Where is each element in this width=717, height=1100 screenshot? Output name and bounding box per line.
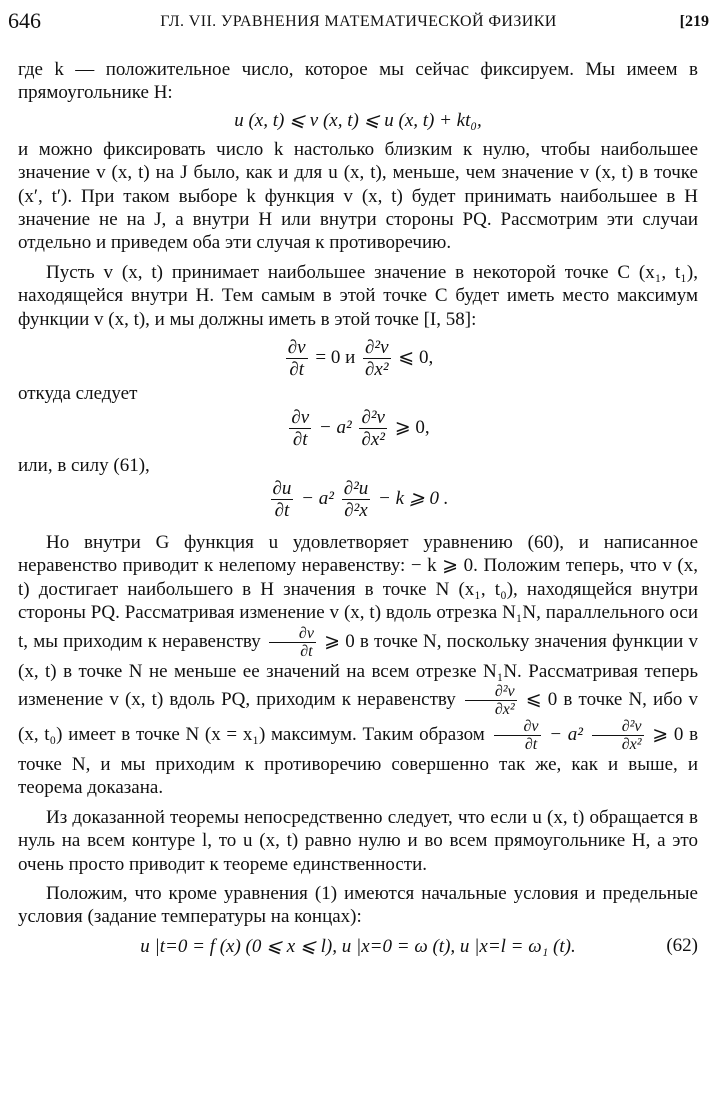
fraction-d2v-dx2: $\frac{\text{∂²v}}{\text{∂x²}}$ [361,407,385,451]
fraction-du-dt: $\frac{\partial u}{\partial t}$ [272,477,292,521]
equation-number-62: (62) [666,934,698,956]
fraction-d2u-d2x: $\frac{\text{∂²u}}{\text{∂²x}}$ [343,477,369,521]
fraction-d2v-dx2-inline: $\frac{\text{∂²v}}{\text{∂x²}}$ [465,683,517,718]
equation-inequality: u (x, t) ⩽ v (x, t) ⩽ u (x, t) + kt₀, [234,109,482,131]
fraction-dv-dt: $\frac{\partial v}{\partial t}$ [291,407,310,451]
equation-max-condition: $\frac{\partial v}{\partial t}$ = 0 и $\frac{\text{∂²v}}{\text{∂x²}}$ ⩽ 0, [287,337,434,381]
running-title: ГЛ. VII. УРАВНЕНИЯ МАТЕМАТИЧЕСКОЙ ФИЗИКИ [160,13,557,30]
paragraph-6: Но внутри G функция u удовлетворяет уравнению (60), и написанное неравенство приводит к нелепому неравенству: − k ⩾ 0. Положим теперь, что v (x, t) достигает наибольшего в H значения в точке N (x₁, t₀), находящейся внутри стороны PQ. Рассматривая изменение v (x, t) вдоль отрезка N₁N, параллельного оси t, мы приходим к неравенству $\frac{\partial v}{\partial t}$ ⩾ 0 в точке N, поскольку значения функции v (x, t) в точке N не меньше ее значений на всем отрезке N₁N. Рассматривая теперь изменение v (x, t) вдоль PQ, приходим к неравенству $\frac{\text{∂²v}}{\text{∂x²}}$ ⩽ 0 в точке N, ибо v (x, t₀) имеет в точке N (x = x₁) максимум. Таким образом $\frac{\partial v}{\partial t}$ − a² $\frac{\text{∂²v}}{\text{∂x²}}$ ⩾ 0 в точке N, и мы приходим к противоречию совершенно так же, как и выше, и теорема доказана. [18,531,699,799]
equation-62-row [18,935,698,958]
paragraph-7: Из доказанной теоремы непосредственно следует, что если u (x, t) обращается в нуль на всем контуре l, то u (x, t) равно нулю и во всем прямоугольнике H, а это очень просто приводит к теореме единственности. [18,806,698,875]
equation-heat-v: $\frac{\partial v}{\partial t}$ − a² $\frac{\text{∂²v}}{\text{∂x²}}$ ⩾ 0, [291,407,430,451]
fraction-dv-dt: $\frac{\partial v}{\partial t}$ [287,337,306,381]
paragraph-2: и можно фиксировать число k настолько близким к нулю, чтобы наибольшее значение v (x, t) на J было, как и для u (x, t), меньше, чем значение v (x, t) в точке (x′, t′). При таком выборе k функция v (x, t) будет принимать наибольшее в H значение не на J, а внутри H или внутри стороны PQ. Рассмотрим эти случаи отдельно и приведем оба эти случая к противоречию. [18,138,698,254]
paragraph-4: откуда следует [18,383,138,405]
fraction-d2v-dx2-inline-2: $\frac{\text{∂²v}}{\text{∂x²}}$ [592,718,644,753]
paragraph-3: Пусть v (x, t) принимает наибольшее значение в некоторой точке C (x₁, t₁), находящейся внутри H. Тем самым в этой точке C будет иметь место максимум функции v (x, t), и мы должны иметь в этой точке [I, 58]: [18,261,698,330]
paragraph-1: где k — положительное число, которое мы сейчас фиксируем. Мы имеем в прямоугольнике H: [18,59,698,104]
section-number: [219 [679,13,709,30]
paragraph-5: или, в силу (61), [18,455,150,477]
equation-62: u |t=0 = f (x) (0 ⩽ x ⩽ l), u |x=0 = ω (t), u |x=l = ω₁ (t). [140,935,576,957]
page-header [8,8,709,34]
page-number: 646 [8,8,41,33]
fraction-dv-dt-inline: $\frac{\partial v}{\partial t}$ [269,625,316,660]
page-body [18,58,698,958]
fraction-dv-dt-inline-2: $\frac{\partial v}{\partial t}$ [494,718,541,753]
equation-heat-u: $\frac{\partial u}{\partial t}$ − a² $\frac{\text{∂²u}}{\text{∂²x}}$ − k ⩾ 0 . [272,477,449,521]
paragraph-8: Положим, что кроме уравнения (1) имеются начальные условия и предельные условия (задание температуры на концах): [18,882,698,928]
fraction-d2v-dx2: $\frac{\text{∂²v}}{\text{∂x²}}$ [365,337,389,381]
